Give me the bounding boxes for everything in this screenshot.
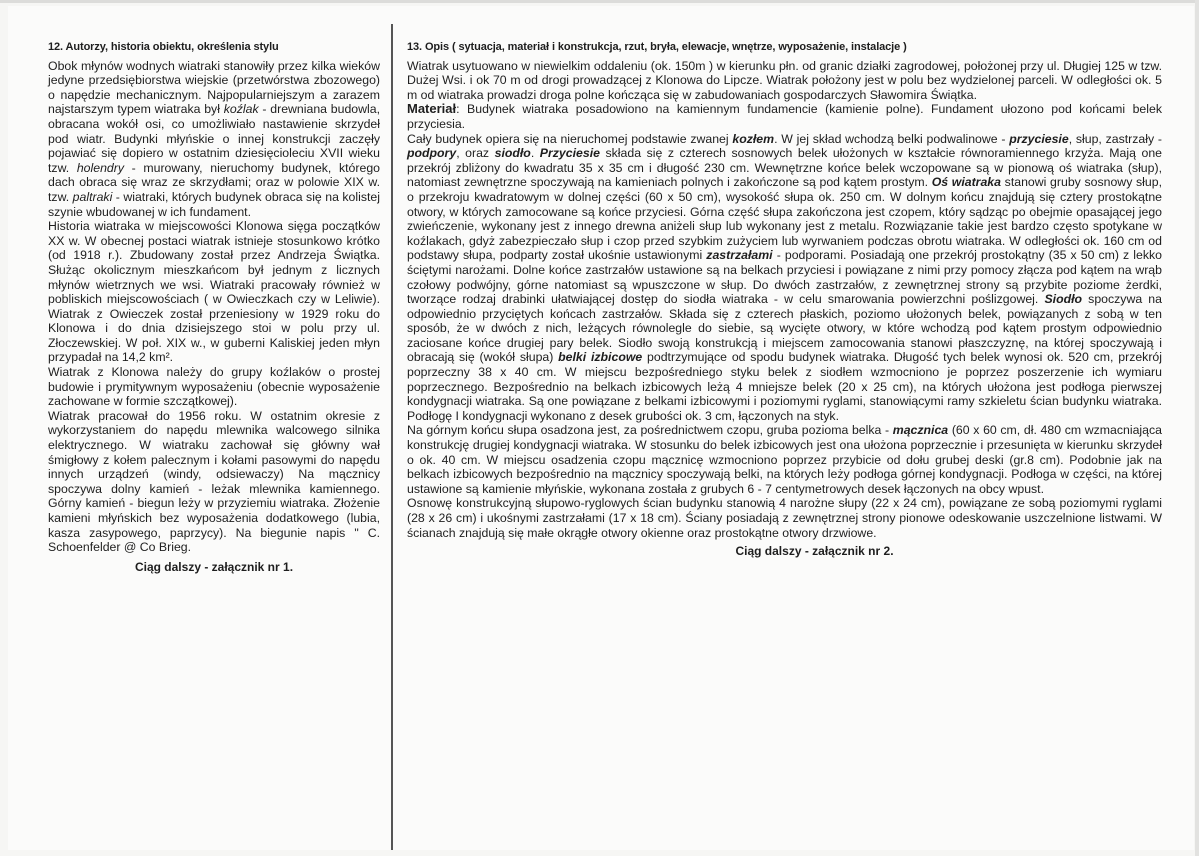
section-13-heading: 13. Opis ( sytuacja, materiał i konstrukcja, rzut, bryła, elewacje, wnętrze, wyposażenie, instalacje ): [407, 41, 907, 53]
emphasized-term: siodło: [494, 146, 531, 161]
emphasized-term: podpory: [407, 146, 457, 161]
paragraph: [48, 365, 380, 409]
text-run: . W jej skład wchodzą belki podwalinowe -: [774, 131, 1010, 146]
text-run: - murowany, nieruchomy budynek, którego dach obraca się wraz ze skrzydłami; oraz w polowie XIX w. tzw.: [48, 160, 380, 204]
text-run: , słup, zastrzały -: [1068, 131, 1162, 146]
text-run: składa się z czterech sosnowych belek ułożonych w kształcie równoramiennego krzyża. Mają one przekrój zbliżony do kwadratu 35 x 35 cm i długość 230 cm. Wewnętrzne końce belek wczopowane są w pionową oś wiatraka (słup), natomiast zewnętrzne spoczywają na kamieniach polnych i zakończone są pod kątem prostym.: [407, 146, 1162, 190]
section-13-description: [407, 40, 1162, 559]
paragraph: [48, 219, 380, 365]
text-run: Historia wiatraka w miejscowości Klonowa sięga początków XX w. W obecnej postaci wiatrak istnieje stosunkowo krótko (od 1918 r.). Zbudowany został przez Andrzeja Świątka. Służąc okolicznym mieszkańcom był jednym z licznych młynów wietrznych we wsi. Wiatraki pracowały również w pobliskich miejscowościach ( w Owieczkach czy w Leliwie). Wiatrak z Owieczek został przeniesiony w 1929 roku do Klonowa i do dnia dzisiejszego stoi w polu przy ul. Złoczewskiej. W poł. XIX w., w guberni Kaliskiej jeden młyn przypadał na 14,2 km².: [48, 219, 380, 365]
text-run: Osnowę konstrukcyjną słupowo-ryglowych ścian budynku stanowią 4 narożne słupy (22 x 24 cm), powiązane ze sobą poziomymi ryglami (28 x 26 cm) i ukośnymi zastrzałami (17 x 18 cm). Ściany posiadają z zewnętrznej strony pionowe odeskowanie uszczelnione listwami. W ścianach znajdują się małe okrągłe otwory okienne oraz prostokątne otwory drzwiowe.: [407, 496, 1162, 540]
emphasized-term: mącznica: [892, 423, 949, 438]
emphasized-term: kozłem: [732, 131, 775, 146]
emphasized-term: koźlak: [223, 102, 259, 117]
emphasized-term: Przyciesie: [539, 146, 600, 161]
paragraph: [407, 59, 1162, 103]
section-12-body: [48, 59, 380, 555]
text-run: : Budynek wiatraka posadowiono na kamiennym fundamencie (kamienie polne). Fundament ułozono pod końcami belek przyciesia.: [407, 102, 1162, 131]
text-run: Wiatrak pracował do 1956 roku. W ostatnim okresie z wykorzystaniem do napędu mlewnika walcowego silnika elektrycznego. W wiatraku zachował się główny wał śmigłowy z kołem palecznym i kołami pasowymi do napędu innych urządzeń (windy, odsiewaczy) Na mącznicy spoczywa dolny kamień - leżak mlewnika kamiennego. Górny kamień - biegun leży w przyziemiu wiatraka. Złożenie kamieni młyńskich bez wyposażenia dodatkowego (lubia, kasza zasypowego, paprzycy). Na biegunie napis " C. Schoenfelder @ Co Brieg.: [48, 408, 380, 555]
text-run: (60 x 60 cm, dł. 480 cm wzmacniająca konstrukcję drugiej kondygnacji wiatraka. W stosunku do belek izbicowych jest ona ułożona poprzecznie i przesunięta w kierunku skrzydeł o ok. 40 cm. W miejscu osadzenia czopu mącznicę wzmocniono poprzez przybicie od dołu grubej deski (gr.8 cm). Podobnie jak na belkach izbicowych bezpośrednio na mącznicy spoczywają belki, na których leży podłoga górnej kondygnacji. Podłoga w części, na której ustawione są kamienie młyńskie, wykonana została z grubych 6 - 7 centymetrowych desek łączonych na obcy wpust.: [407, 423, 1162, 496]
paragraph: [48, 59, 380, 220]
text-run: - podporami. Posiadają one przekrój prostokątny (35 x 50 cm) z lekko ściętymi narożami. Dolne końce zastrzałów ustawione są na belkach przyciesi i powiązane z nimi przy pomocy złącza pod kątem na wrąb czołowy podwójny, górne natomiast są wpuszczone w słup. Do dwóch zastrzałów, z zewnętrznej strony są przybite poziome żerdki, tworzące rodzaj drabinki ułatwiającej dostęp do siodła wiatraka - w celu smarowania powierzchni poślizgowej.: [407, 248, 1162, 307]
emphasized-term: zastrzałami: [706, 248, 773, 263]
text-run: spoczywa na odpowiednio przyciętych końcach zastrzałów. Składa się z czterech płaskich, poziomo ułożonych belek, powiązanych z sobą w ten sposób, że w dwóch z nich, leżących równolegle do siebie, są wycięte otwory, w które wchodzą pod kątem prostym odpowiednio zaciosane końce drugiej pary belek. Siodło swoją konstrukcją i miejscem zamocowania stanowi płaszczyznę, na której spoczywają i obracają się (wokół słupa): [407, 292, 1162, 365]
text-run: Wiatrak z Klonowa należy do grupy koźlaków o prostej budowie i prymitywnym wyposażeniu (obecnie wyposażenie zachowane w formie szczątkowej).: [48, 365, 380, 409]
section-13-body: [407, 59, 1162, 541]
text-run: Cały budynek opiera się na nieruchomej podstawie zwanej: [407, 131, 733, 146]
section-12-heading: 12. Autorzy, historia obiektu, określenia stylu: [48, 41, 279, 53]
scan-edge-top: [0, 0, 1199, 3]
paragraph: [407, 496, 1162, 540]
scan-edge-right: [1195, 0, 1199, 856]
continued-note-1: Ciąg dalszy - załącznik nr 1.: [134, 559, 294, 574]
paragraph: [407, 102, 1162, 131]
emphasized-term: Materiał: [407, 101, 457, 117]
section-12-history: [48, 40, 380, 574]
emphasized-term: przyciesie: [1009, 131, 1069, 146]
continued-note-2: Ciąg dalszy - załącznik nr 2.: [735, 544, 894, 559]
paragraph: [48, 409, 380, 555]
text-run: - drewniana budowla, obracana wokół osi, co umożliwiało nastawienie skrzydeł pod wiatr. Budynki młyńskie o innej konstrukcji zaczęły pojawiać się dopiero w ostatnim dziesięcioleciu XVII wieku tzw.: [48, 102, 381, 175]
emphasized-term: Siodło: [1044, 292, 1083, 307]
text-run: , oraz: [456, 146, 495, 161]
text-run: - wiatraki, których budynek obraca się na kolistej szynie wbudowanej w ich fundament.: [48, 189, 380, 219]
paragraph: [407, 423, 1162, 496]
text-run: Wiatrak usytuowano w niewielkim oddaleniu (ok. 150m ) w kierunku płn. od granic działki zagrodowej, położonej przy ul. Długiej 125 w tzw. Dużej Wsi. i ok 70 m od drogi prowadzącej z Klonowa do Lipcze. Wiatrak położony jest w polu bez wydzielonej parceli. W odległości ok. 5 m od wiatraka prowadzi droga polne kończąca się w zabudowaniach gospodarczych Sławomira Świątka.: [407, 58, 1162, 102]
emphasized-term: Oś wiatraka: [931, 175, 1001, 190]
paragraph: [407, 132, 1162, 424]
text-run: .: [530, 146, 540, 161]
text-run: Na górnym końcu słupa osadzona jest, za pośrednictwem czopu, gruba pozioma belka -: [407, 423, 893, 438]
text-run: podtrzymujące od spodu budynek wiatraka. Długość tych belek wynosi ok. 520 cm, przekrój poprzeczny 38 x 40 cm. W miejscu bezpośredniego styku belek z siodłem wzmocniono je poprzez poszerzenie ich wymiaru poprzecznego. Bezpośrednio na belkach izbicowych leżą 4 mniejsze belek (20 x 25 cm), na których ułożona jest podłoga pierwszej kondygnacji wiatraka. Są one powiązane z belkami izbicowymi i poziomymi ryglami, stanowiącymi ramy szkieletu ścian budynku wiatraka. Podłogę I kondygnacji wykonano z desek grubości ok. 3 cm, łączonych na styk.: [407, 350, 1162, 423]
column-divider: [391, 24, 393, 850]
emphasized-term: paltraki: [72, 189, 113, 204]
emphasized-term: holendry: [76, 160, 124, 175]
text-run: Obok młynów wodnych wiatraki stanowiły przez kilka wieków jedyne przedsiębiorstwa wiejskie (przetwórstwa zbozowego) o napędzie mechanicznym. Najpopularniejszym a zarazem najstarszym typem wiatraka był: [48, 58, 380, 117]
emphasized-term: belki izbicowe: [558, 350, 643, 365]
text-run: stanowi gruby sosnowy słup, o przekroju kwadratowym w dolnej części (60 x 50 cm), wysokość słupa ok. 250 cm. W dolnym końcu znajdują się cztery prostokątne otwory, w których zamocowane są końce przyciesi. Górna część słupa zakończona jest czopem, który sądząc po obejmie opasającej jego zwieńczenie, wykonany jest z innego drewna aniżeli słup lub wykonany jest z metalu. Rozwiązanie takie jest bardzo często spotykane w koźlakach, gdyż zabezpieczało słup i czop przed szybkim zużyciem lub wyrwaniem podczas obrotu wiatraka. W odległości ok. 160 cm od podstawy słupa, podparty został ukośnie ustawionymi: [407, 175, 1162, 263]
